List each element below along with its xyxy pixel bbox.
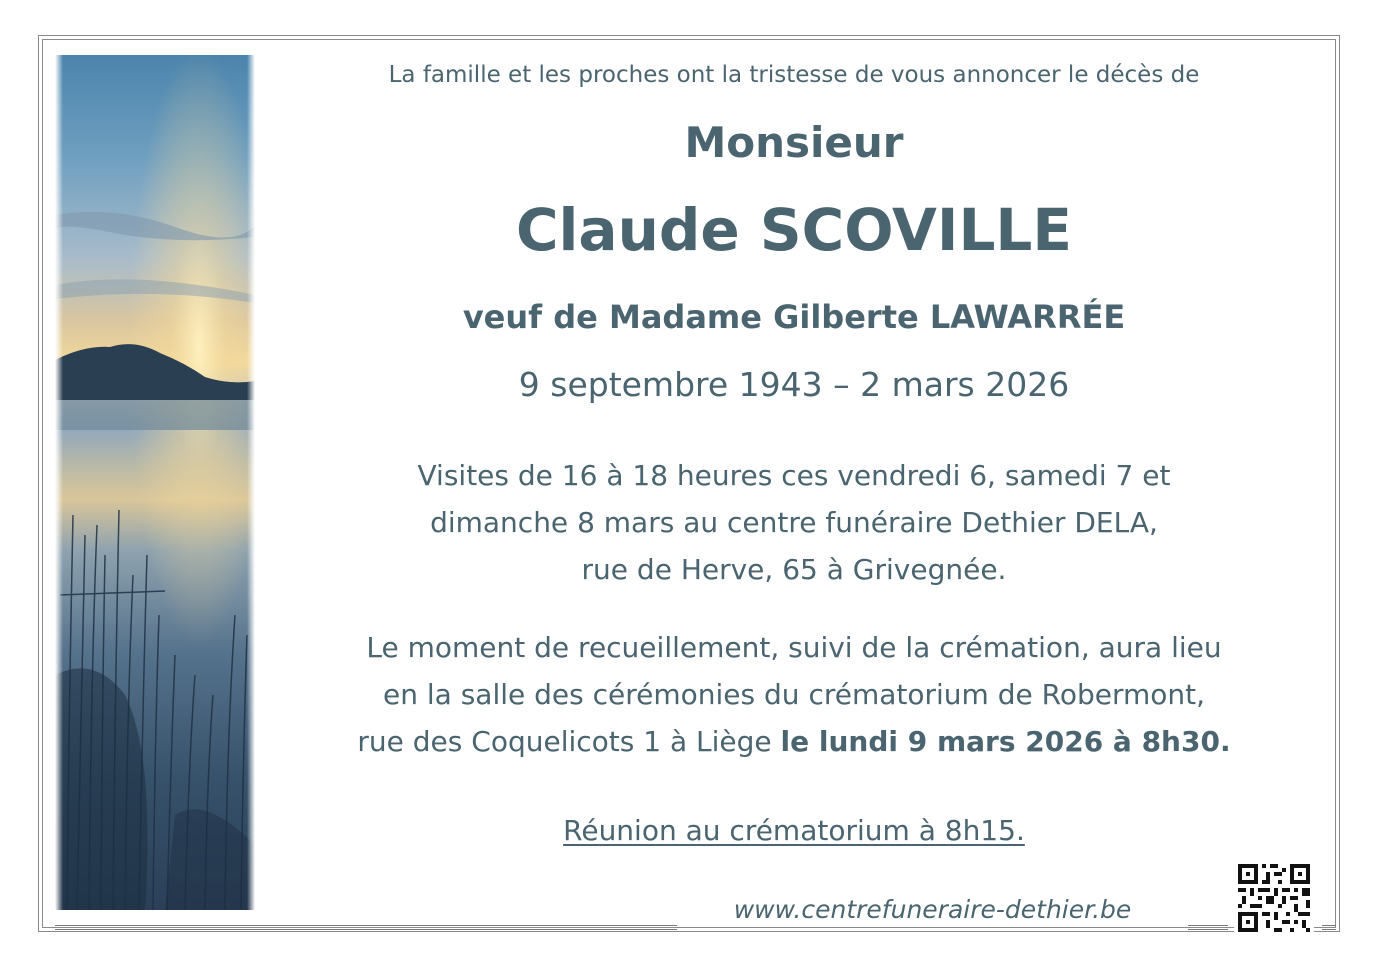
footer-line-left bbox=[55, 925, 677, 926]
visits-line: rue de Herve, 65 à Grivegnée. bbox=[581, 553, 1007, 586]
footer-line-right bbox=[1188, 929, 1228, 930]
qr-code-icon[interactable] bbox=[1234, 864, 1314, 932]
ceremony-place: rue des Coquelicots 1 à Liège bbox=[357, 725, 781, 758]
lake-sunset-photo bbox=[55, 55, 255, 910]
visits-paragraph bbox=[270, 452, 1318, 593]
ceremony-paragraph bbox=[270, 624, 1318, 765]
footer-line-end bbox=[1322, 925, 1336, 926]
footer-line-left bbox=[55, 929, 677, 930]
deceased-name: Claude SCOVILLE bbox=[515, 196, 1072, 264]
footer-line-end bbox=[1322, 929, 1336, 930]
ceremony-date-time: le lundi 9 mars 2026 à 8h30. bbox=[780, 725, 1231, 758]
ceremony-line: Le moment de recueillement, suivi de la crémation, aura lieu bbox=[366, 631, 1222, 664]
website-link[interactable]: www.centrefuneraire-dethier.be bbox=[733, 895, 1132, 924]
visits-line: Visites de 16 à 18 heures ces vendredi 6, samedi 7 et bbox=[417, 459, 1171, 492]
visits-line: dimanche 8 mars au centre funéraire Dethier DELA, bbox=[430, 506, 1158, 539]
spouse-line: veuf de Madame Gilberte LAWARRÉE bbox=[462, 298, 1126, 336]
life-dates: 9 septembre 1943 – 2 mars 2026 bbox=[518, 365, 1070, 404]
footer-line-right bbox=[1188, 925, 1228, 926]
civility-title: Monsieur bbox=[684, 118, 904, 167]
meeting-note: Réunion au crématorium à 8h15. bbox=[563, 814, 1025, 847]
announcement-intro: La famille et les proches ont la tristesse de vous annoncer le décès de bbox=[388, 62, 1200, 88]
ceremony-line bbox=[270, 718, 1318, 765]
ceremony-line: en la salle des cérémonies du crématorium de Robermont, bbox=[383, 678, 1205, 711]
